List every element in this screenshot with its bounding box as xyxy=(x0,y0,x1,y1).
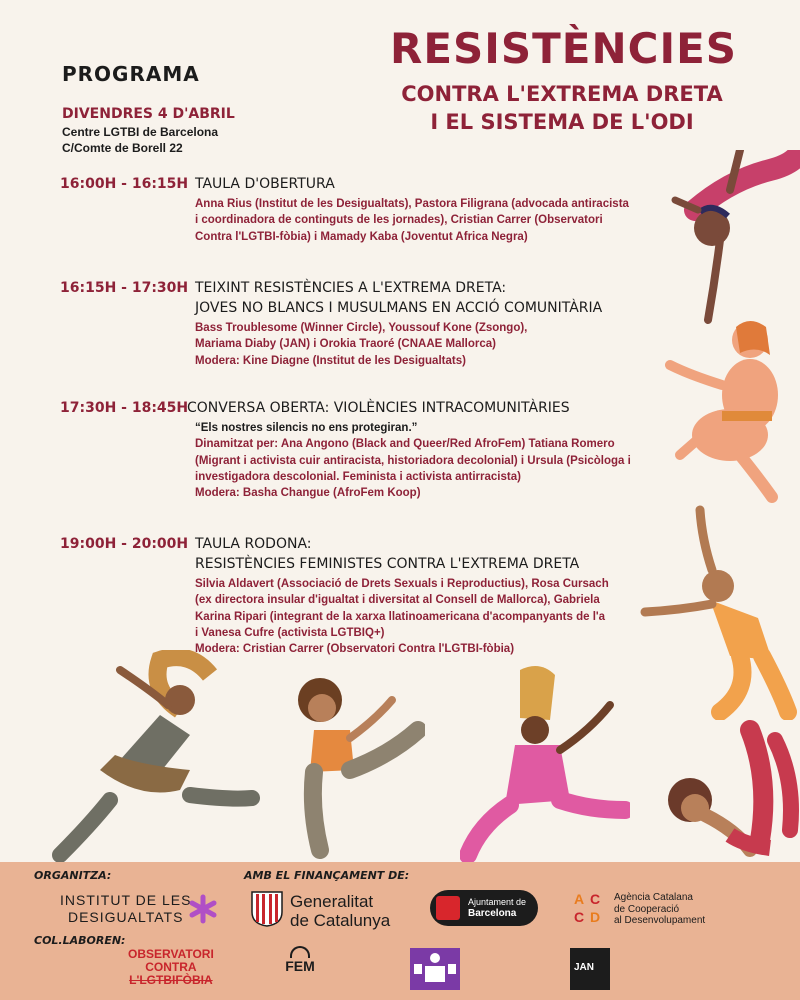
poster-title: RESISTÈNCIES xyxy=(390,24,738,73)
jan-logo xyxy=(570,948,610,990)
session-time: 19:00H - 20:00H xyxy=(60,536,189,552)
participants-line: Silvia Aldavert (Associació de Drets Sexuals i Reproductius), Rosa Cursach xyxy=(195,578,609,590)
moderator-line: Modera: Basha Changue (AfroFem Koop) xyxy=(195,487,421,500)
participants-line: Karina Ripari (integrant de la xarxa llatinoamericana d'acompanyants de l'a xyxy=(195,610,606,623)
ajuntament-shield-icon xyxy=(436,896,460,920)
session-title: TAULA D'OBERTURA xyxy=(195,176,335,192)
participants-line: Mariama Diaby (JAN) i Orokia Traoré (CNAAE Mallorca) xyxy=(195,338,496,351)
collaboren-label: COL.LABOREN: xyxy=(34,934,126,947)
generalitat-logo xyxy=(290,892,390,930)
dancer-illustration-6 xyxy=(460,660,630,865)
participants-line: (ex directora insular d'igualtat i diversitat al Consell de Mallorca), Gabriela xyxy=(195,594,600,607)
idesigualtats-line: DESIGUALTATS xyxy=(67,909,184,925)
participants-line: Bass Troublesome (Winner Circle), Youssouf Kone (Zsongo), xyxy=(195,322,528,334)
idesigualtats-logo xyxy=(60,892,191,926)
dancer-illustration-7 xyxy=(650,720,800,865)
jan-text: JAN xyxy=(574,962,595,973)
participants-line: investigadora descolonial. Feminista i activista antirracista) xyxy=(195,470,521,483)
fem-arch-icon xyxy=(290,946,310,958)
organitza-label: ORGANITZA: xyxy=(34,869,112,882)
generalitat-line: de Catalunya xyxy=(290,911,391,930)
svg-text:A: A xyxy=(574,891,585,907)
community-logo-icon xyxy=(410,948,460,990)
asterisk-icon xyxy=(188,894,218,924)
participants-line: i Vanesa Cufre (activista LGTBIQ+) xyxy=(195,626,385,639)
session-title xyxy=(195,534,579,574)
session-participants xyxy=(195,320,695,369)
session-title xyxy=(195,278,602,318)
observatori-line: L'LGTBIFÒBIA xyxy=(129,973,213,987)
sponsors-footer xyxy=(0,862,800,1000)
svg-text:C: C xyxy=(590,891,601,907)
participants-line: Dinamitzat per: Ana Angono (Black and Queer/Red AfroFem) Tatiana Romero xyxy=(195,438,615,451)
financament-label: AMB EL FINANÇAMENT DE: xyxy=(244,869,410,882)
ajuntament-line: Ajuntament de xyxy=(468,897,527,907)
accd-logo xyxy=(614,892,705,927)
participants-line: (Migrant i activista cuir antiracista, historiadora decolonial) i Ursula (Psicòloga i xyxy=(195,454,631,467)
session-participants xyxy=(195,196,695,245)
idesigualtats-line: INSTITUT DE LES xyxy=(60,892,192,908)
svg-text:C: C xyxy=(574,909,585,925)
session-participants xyxy=(195,576,695,657)
dancer-illustration-1 xyxy=(670,150,800,330)
session-time: 16:15H - 17:30H xyxy=(60,280,189,296)
accd-logo-icon xyxy=(572,890,608,926)
svg-text:D: D xyxy=(590,909,601,925)
ajuntament-line: Barcelona xyxy=(468,908,517,919)
session-time: 17:30H - 18:45H xyxy=(60,400,189,416)
session-time: 16:00H - 16:15H xyxy=(60,176,189,192)
dancer-illustration-3 xyxy=(640,500,800,720)
participants-line: Contra l'LGTBI-fòbia) i Mamady Kaba (Joventut Africa Negra) xyxy=(195,230,528,243)
ajuntament-logo xyxy=(430,890,538,926)
moderator-line: Modera: Kine Diagne (Institut de les Desigualtats) xyxy=(195,354,466,367)
event-venue xyxy=(62,124,218,156)
fem-text: FEM xyxy=(285,958,315,974)
ajuntament-text xyxy=(468,897,526,919)
subtitle-line-2: I EL SISTEMA DE L'ODI xyxy=(430,110,694,134)
generalitat-line: Generalitat xyxy=(290,892,374,911)
generalitat-shield-icon xyxy=(250,890,284,928)
session-title: CONVERSA OBERTA: VIOLÈNCIES INTRACOMUNITÀRIES xyxy=(187,400,570,416)
accd-line: de Cooperació xyxy=(614,903,680,915)
observatori-line: OBSERVATORI xyxy=(128,947,214,961)
subtitle-line-1: CONTRA L'EXTREMA DRETA xyxy=(401,82,723,106)
session-participants xyxy=(195,420,705,501)
dancer-illustration-2 xyxy=(660,315,795,505)
session-title-line: JOVES NO BLANCS I MUSULMANS EN ACCIÓ COMUNITÀRIA xyxy=(195,300,603,316)
accd-line: al Desenvolupament xyxy=(614,915,706,926)
fem-logo xyxy=(282,946,318,974)
poster-subtitle xyxy=(388,80,736,136)
dancer-illustration-4 xyxy=(40,650,260,865)
observatori-logo xyxy=(128,948,214,987)
participants-line: i coordinadora de continguts de les jornades), Cristian Carrer (Observatori xyxy=(195,214,603,227)
session-title-line: TAULA RODONA: xyxy=(195,536,312,552)
session-title-line: RESISTÈNCIES FEMINISTES CONTRA L'EXTREMA DRETA xyxy=(195,556,580,572)
session-title-line: TEIXINT RESISTÈNCIES A L'EXTREMA DRETA: xyxy=(195,280,507,296)
session-quote: “Els nostres silencis no ens protegiran.” xyxy=(195,422,418,434)
venue-name: Centre LGTBI de Barcelona xyxy=(62,125,219,139)
venue-address: C/Comte de Borell 22 xyxy=(62,141,183,155)
moderator-line: Modera: Cristian Carrer (Observatori Contra l'LGTBI-fòbia) xyxy=(195,643,515,656)
programa-heading: PROGRAMA xyxy=(62,62,200,86)
dancer-illustration-5 xyxy=(280,660,425,860)
observatori-line: CONTRA xyxy=(145,960,197,974)
participants-line: Anna Rius (Institut de les Desigualtats), Pastora Filigrana (advocada antiracista xyxy=(195,198,629,210)
event-date: DIVENDRES 4 D'ABRIL xyxy=(62,106,235,122)
accd-line: Agència Catalana xyxy=(614,892,693,903)
